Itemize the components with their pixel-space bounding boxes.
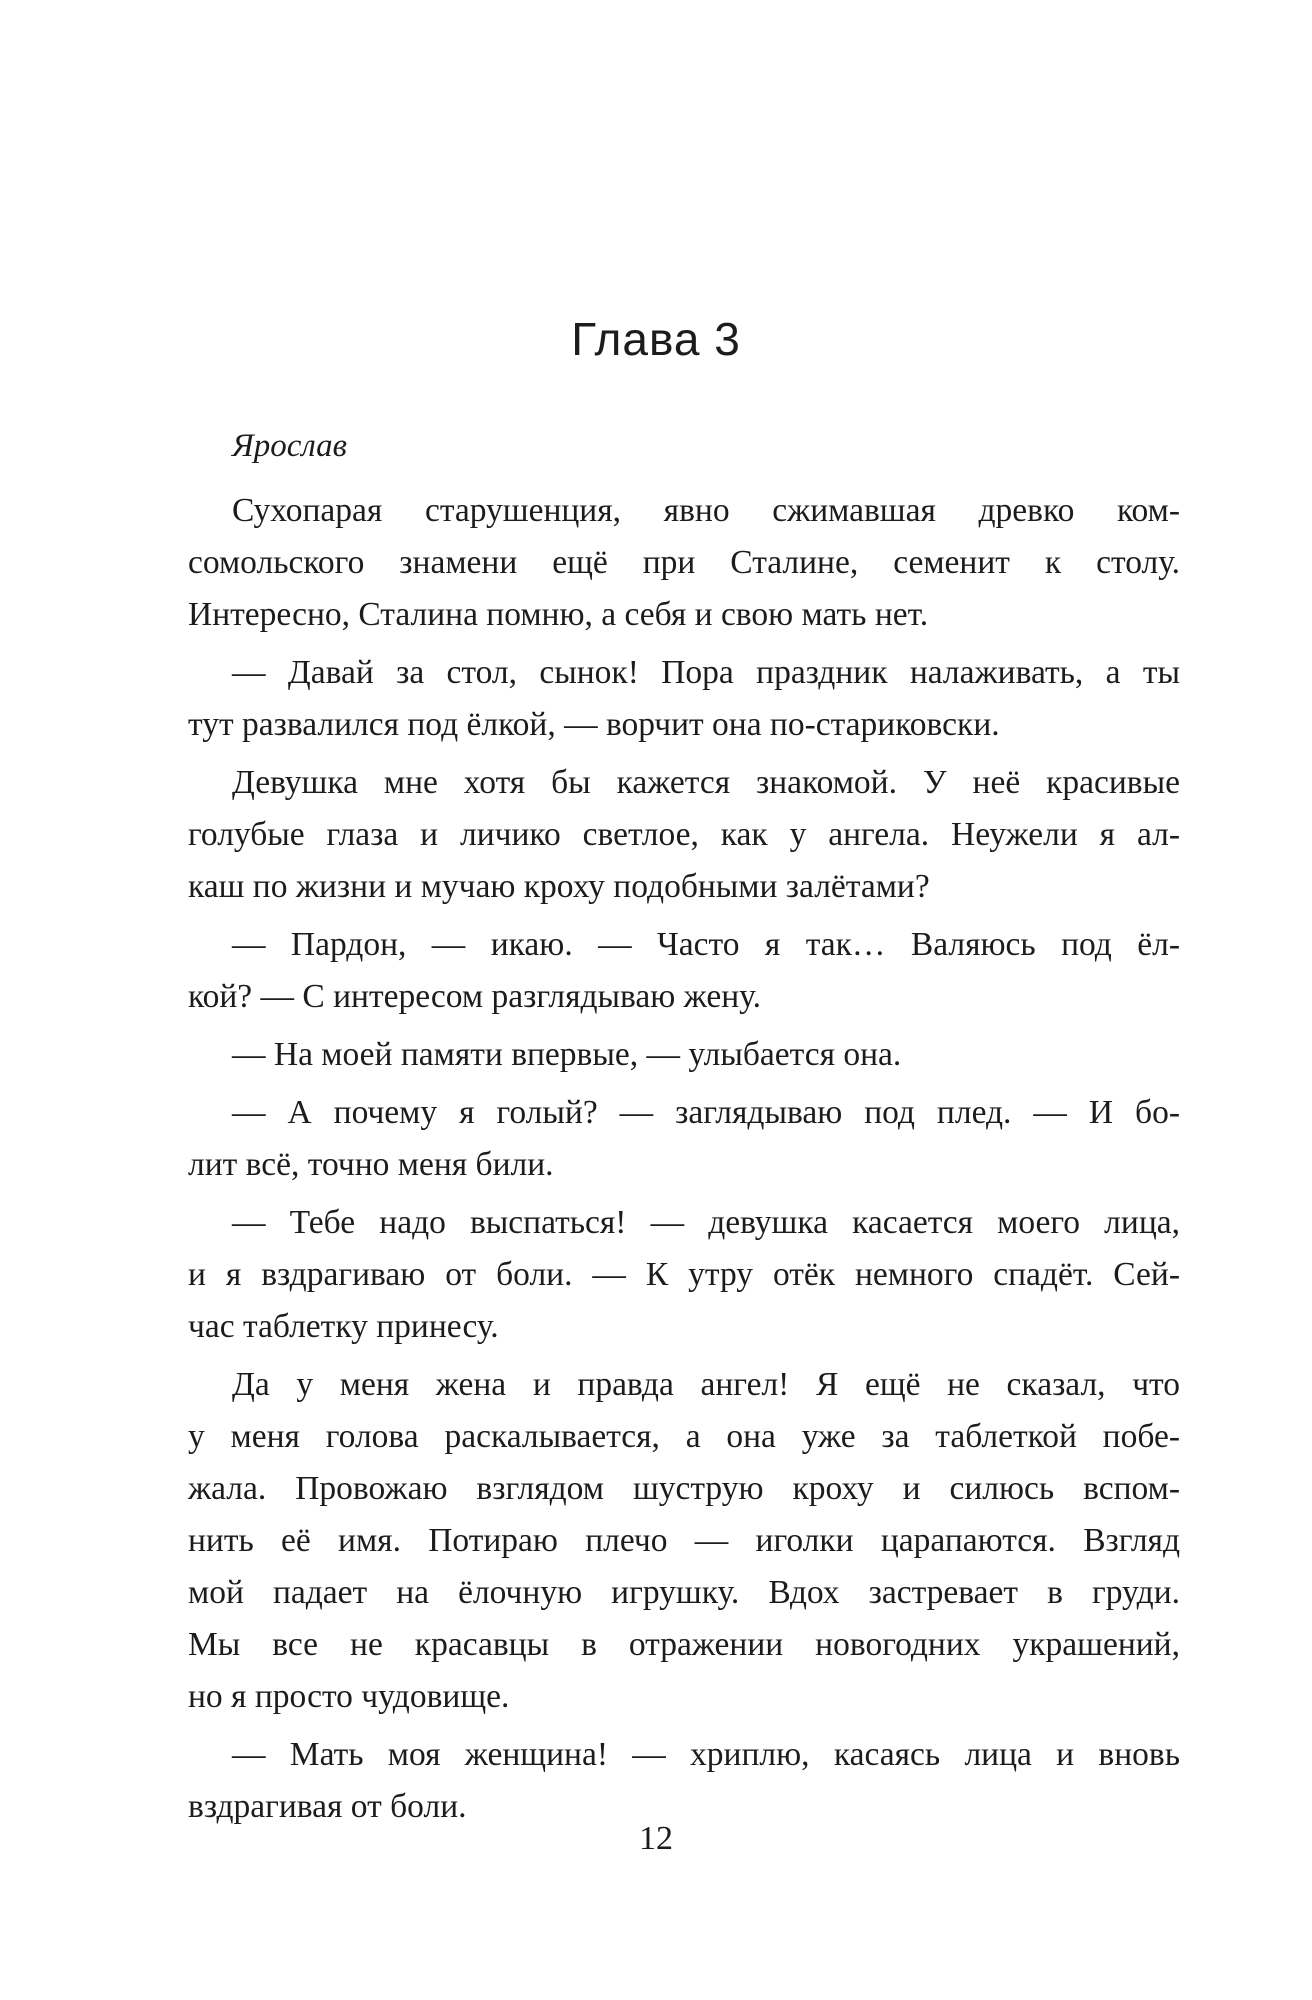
- paragraph: [188, 1359, 1180, 1723]
- text-line: мой падает на ёлочную игрушку. Вдох застревает в груди.: [188, 1574, 1180, 1611]
- paragraph: [188, 1197, 1180, 1353]
- text-line: — На моей памяти впервые, — улыбается она.: [232, 1036, 902, 1073]
- text-line: тут развалился под ёлкой, — ворчит она по-стариковски.: [188, 706, 1000, 743]
- body-text: [188, 485, 1180, 1839]
- text-line: Мы все не красавцы в отражении новогодних украшений,: [188, 1626, 1180, 1663]
- text-line: — А почему я голый? — заглядываю под плед. — И бо-: [232, 1094, 1180, 1131]
- paragraph: [188, 1729, 1180, 1833]
- narrator-name: Ярослав: [232, 428, 347, 464]
- paragraph: [188, 1087, 1180, 1191]
- text-line: Интересно, Сталина помню, а себя и свою мать нет.: [188, 596, 929, 633]
- text-line: — Тебе надо выспаться! — девушка касается моего лица,: [232, 1204, 1180, 1241]
- text-line: каш по жизни и мучаю кроху подобными залётами?: [188, 868, 930, 905]
- text-line: вздрагивая от боли.: [188, 1788, 467, 1825]
- text-line: сомольского знамени ещё при Сталине, семенит к столу.: [188, 544, 1180, 581]
- text-line: Девушка мне хотя бы кажется знакомой. У неё красивые: [232, 764, 1180, 801]
- chapter-title: Глава 3: [571, 313, 741, 365]
- text-line: кой? — С интересом разглядываю жену.: [188, 978, 761, 1015]
- paragraph: [188, 919, 1180, 1023]
- text-line: Сухопарая старушенция, явно сжимавшая древко ком-: [232, 492, 1180, 529]
- text-line: голубые глаза и личико светлое, как у ангела. Неужели я ал-: [188, 816, 1180, 853]
- text-line: — Мать моя женщина! — хриплю, касаясь лица и вновь: [232, 1736, 1180, 1773]
- text-line: но я просто чудовище.: [188, 1678, 510, 1715]
- paragraph: [188, 757, 1180, 913]
- text-line: и я вздрагиваю от боли. — К утру отёк немного спадёт. Сей-: [188, 1256, 1180, 1293]
- text-line: жала. Провожаю взглядом шуструю кроху и силюсь вспом-: [188, 1470, 1180, 1507]
- text-line: — Пардон, — икаю. — Часто я так… Валяюсь под ёл-: [232, 926, 1180, 963]
- text-line: — Давай за стол, сынок! Пора праздник налаживать, а ты: [232, 654, 1180, 691]
- page-number: 12: [639, 1820, 673, 1857]
- text-line: у меня голова раскалывается, а она уже за таблеткой побе-: [188, 1418, 1180, 1455]
- text-line: нить её имя. Потираю плечо — иголки царапаются. Взгляд: [188, 1522, 1180, 1559]
- text-line: час таблетку принесу.: [188, 1308, 499, 1345]
- text-line: Да у меня жена и правда ангел! Я ещё не сказал, что: [232, 1366, 1180, 1403]
- paragraph: [188, 1029, 1180, 1081]
- text-line: лит всё, точно меня били.: [188, 1146, 554, 1183]
- paragraph: [188, 647, 1180, 751]
- paragraph: [188, 485, 1180, 641]
